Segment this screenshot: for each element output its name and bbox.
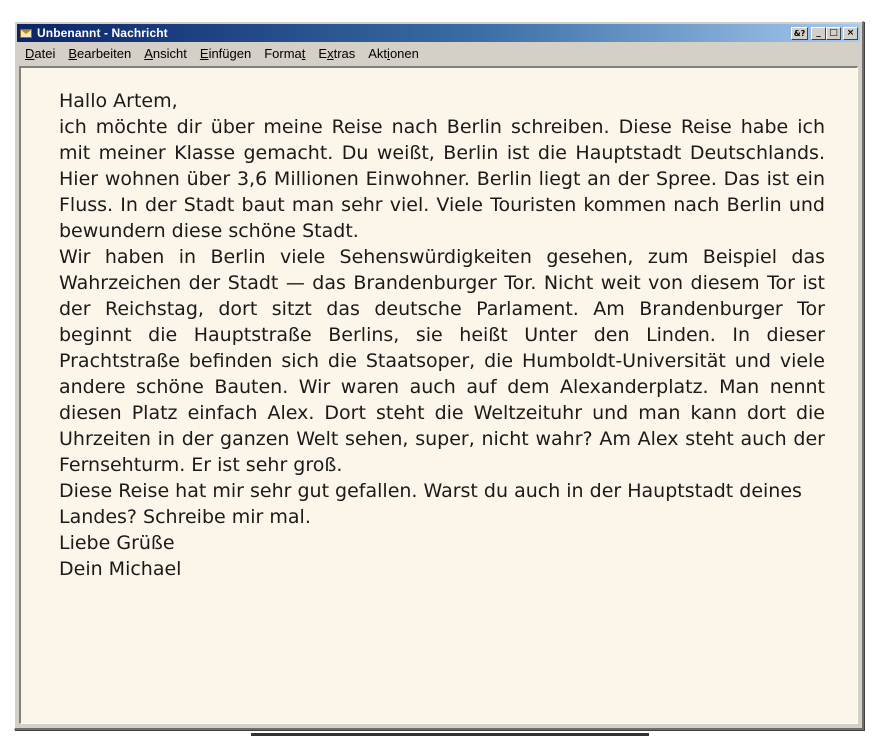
menu-bearbeiten[interactable]: Bearbeiten	[68, 46, 132, 61]
letter-closing: Liebe Grüße	[59, 532, 175, 554]
menu-extras[interactable]: Extras	[318, 46, 356, 61]
message-window	[14, 21, 864, 730]
menu-aktionen[interactable]: Aktionen	[368, 46, 419, 61]
letter-signature: Dein Michael	[59, 558, 182, 580]
menu-format[interactable]: Format	[264, 46, 306, 61]
menu-bar	[17, 43, 860, 64]
minimize-button[interactable]: _	[811, 27, 826, 40]
window-title: Unbenannt - Nachricht	[37, 26, 168, 40]
window-controls	[791, 27, 858, 40]
menu-ansicht[interactable]: Ansicht	[144, 46, 187, 61]
letter-paragraph-1: ich möchte dir über meine Reise nach Berlin schreiben. Diese Reise habe ich mit meiner Klasse gemacht. Du weißt, Berlin ist die Hauptstadt Deutschlands. Hier wohnen über 3,6 Millionen Einwohner. Berlin liegt an der Spree. Das ist ein Fluss. In der Stadt baut man sehr viel. Viele Touristen kommen nach Berlin und bewundern diese schöne Stadt.	[59, 116, 825, 242]
message-body-editor[interactable]	[19, 66, 858, 724]
letter-paragraph-2: Wir haben in Berlin viele Sehenswürdigkeiten gesehen, zum Beispiel das Wahrzeichen der Stadt — das Brandenburger Tor. Nicht weit von diesem Tor ist der Reichstag, dort sitzt das deutsche Parlament. Am Brandenburger Tor beginnt die Hauptstraße Berlins, sie heißt Unter den Linden. In dieser Prachtstraße befinden sich die Staatsoper, die Humboldt-Universität und viele andere schöne Bauten. Wir waren auch auf dem Alexanderplatz. Man nennt diesen Platz einfach Alex. Dort steht die Weltzeituhr und man kann dort die Uhrzeiten in der ganzen Welt sehen, super, nicht wahr? Am Alex steht auch der Fernsehturm. Er ist sehr groß.	[59, 246, 825, 476]
letter-paragraph-3: Diese Reise hat mir sehr gut gefallen. Warst du auch in der Hauptstadt deines Landes? Schreibe mir mal.	[59, 480, 802, 528]
letter-greeting: Hallo Artem,	[59, 90, 178, 112]
menu-einfuegen[interactable]: Einfügen	[199, 46, 252, 61]
title-bar[interactable]	[17, 24, 860, 42]
letter-text	[59, 88, 825, 582]
menu-datei[interactable]: Datei	[25, 46, 56, 61]
envelope-icon	[20, 28, 33, 39]
maximize-button[interactable]: □	[826, 27, 841, 40]
close-button[interactable]: ×	[843, 27, 858, 40]
help-button[interactable]: &?	[791, 27, 808, 40]
